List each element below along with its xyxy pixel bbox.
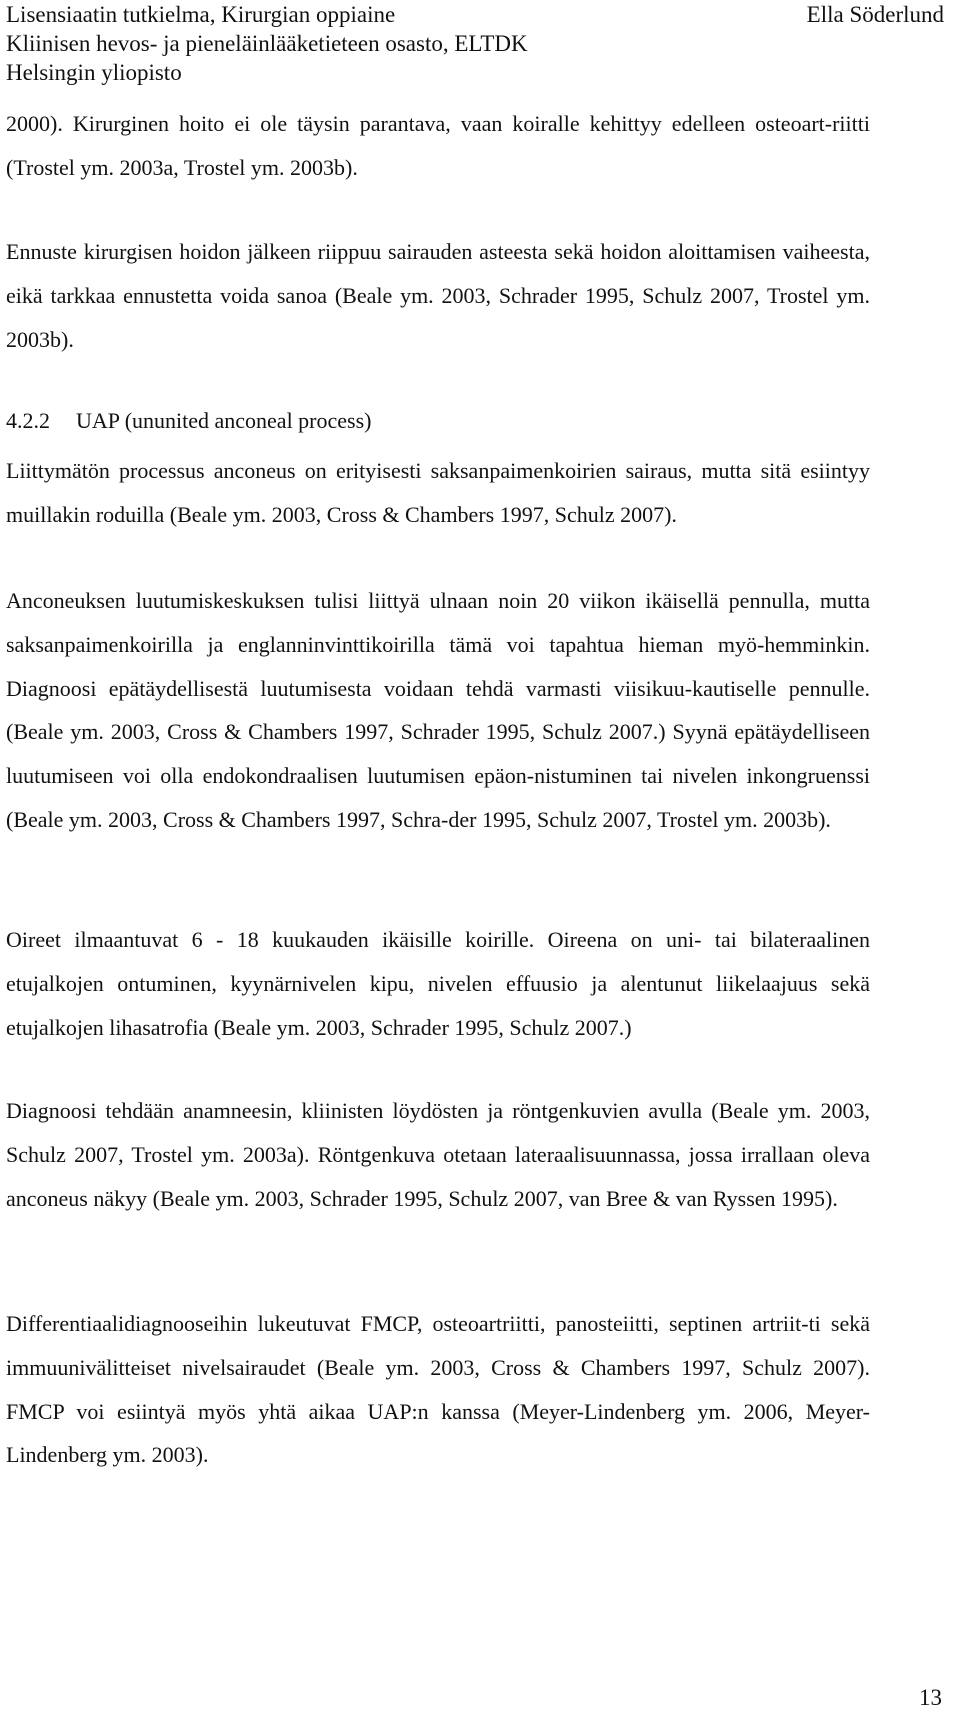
page-number: 13 — [919, 1685, 942, 1710]
paragraph-prognosis: Ennuste kirurgisen hoidon jälkeen riippuu sairauden asteesta sekä hoidon aloittamisen vaiheesta, eikä tarkkaa ennustetta voida sanoa (Beale ym. 2003, Schrader 1995, Schulz 2007, Trostel ym. 2003b). — [6, 239, 870, 352]
paragraph-symptoms: Oireet ilmaantuvat 6 - 18 kuukauden ikäisille koirille. Oireena on uni- tai bilateraalinen etujalkojen ontuminen, kyynärnivelen kipu, nivelen effuusio ja alentunut liikelaajuus sekä etujalkojen lihasatrofia (Beale ym. 2003, Schrader 1995, Schulz 2007.) — [6, 927, 870, 1040]
page-header — [6, 0, 954, 87]
paragraph-diagnosis: Diagnoosi tehdään anamneesin, kliinisten löydösten ja röntgenkuvien avulla (Beale ym. 2003, Schulz 2007, Trostel ym. 2003a). Röntgenkuva otetaan lateraalisuunnassa, jossa irrallaan oleva anconeus näkyy (Beale ym. 2003, Schrader 1995, Schulz 2007, van Bree & van Ryssen 1995). — [6, 1098, 870, 1211]
section-number: 4.2.2 — [6, 408, 50, 433]
section-heading — [6, 399, 372, 443]
paragraph-ossification: Anconeuksen luutumiskeskuksen tulisi liittyä ulnaan noin 20 viikon ikäisellä pennulla, mutta saksanpaimenkoirilla ja englanninvinttikoirilla tämä voi tapahtua hieman myö-hemminkin. Diagnoosi epätäydellisestä luutumisesta voidaan tehdä varmasti viisikuu-kautiselle pennulle. (Beale ym. 2003, Cross & Chambers 1997, Schrader 1995, Schulz 2007.) Syynä epätäydelliseen luutumiseen voi olla endokondraalisen luutumisen epäon-nistuminen tai nivelen inkongruenssi (Beale ym. 2003, Cross & Chambers 1997, Schra-der 1995, Schulz 2007, Trostel ym. 2003b). — [6, 588, 870, 832]
paragraph-continued: 2000). Kirurginen hoito ei ole täysin parantava, vaan koiralle kehittyy edelleen osteoart-riitti (Trostel ym. 2003a, Trostel ym. 2003b). — [6, 111, 870, 180]
paragraph-differential: Differentiaalidiagnooseihin lukeutuvat FMCP, osteoartriitti, panosteiitti, septinen artriit-ti sekä immuunivälitteiset nivelsairaudet (Beale ym. 2003, Cross & Chambers 1997, Schulz 2007). FMCP voi esiintyä myös yhtä aikaa UAP:n kanssa (Meyer-Lindenberg ym. 2006, Meyer-Lindenberg ym. 2003). — [6, 1311, 870, 1468]
header-thesis-line: Lisensiaatin tutkielma, Kirurgian oppiaine — [6, 2, 396, 27]
paragraph-intro: Liittymätön processus anconeus on erityisesti saksanpaimenkoirien sairaus, mutta sitä esiintyy muillakin roduilla (Beale ym. 2003, Cross & Chambers 1997, Schulz 2007). — [6, 458, 870, 527]
header-author: Ella Söderlund — [806, 2, 944, 27]
section-title: UAP (ununited anconeal process) — [76, 408, 372, 433]
header-university: Helsingin yliopisto — [6, 60, 182, 85]
header-department: Kliinisen hevos- ja pieneläinlääketieteen osasto, ELTDK — [6, 31, 528, 56]
